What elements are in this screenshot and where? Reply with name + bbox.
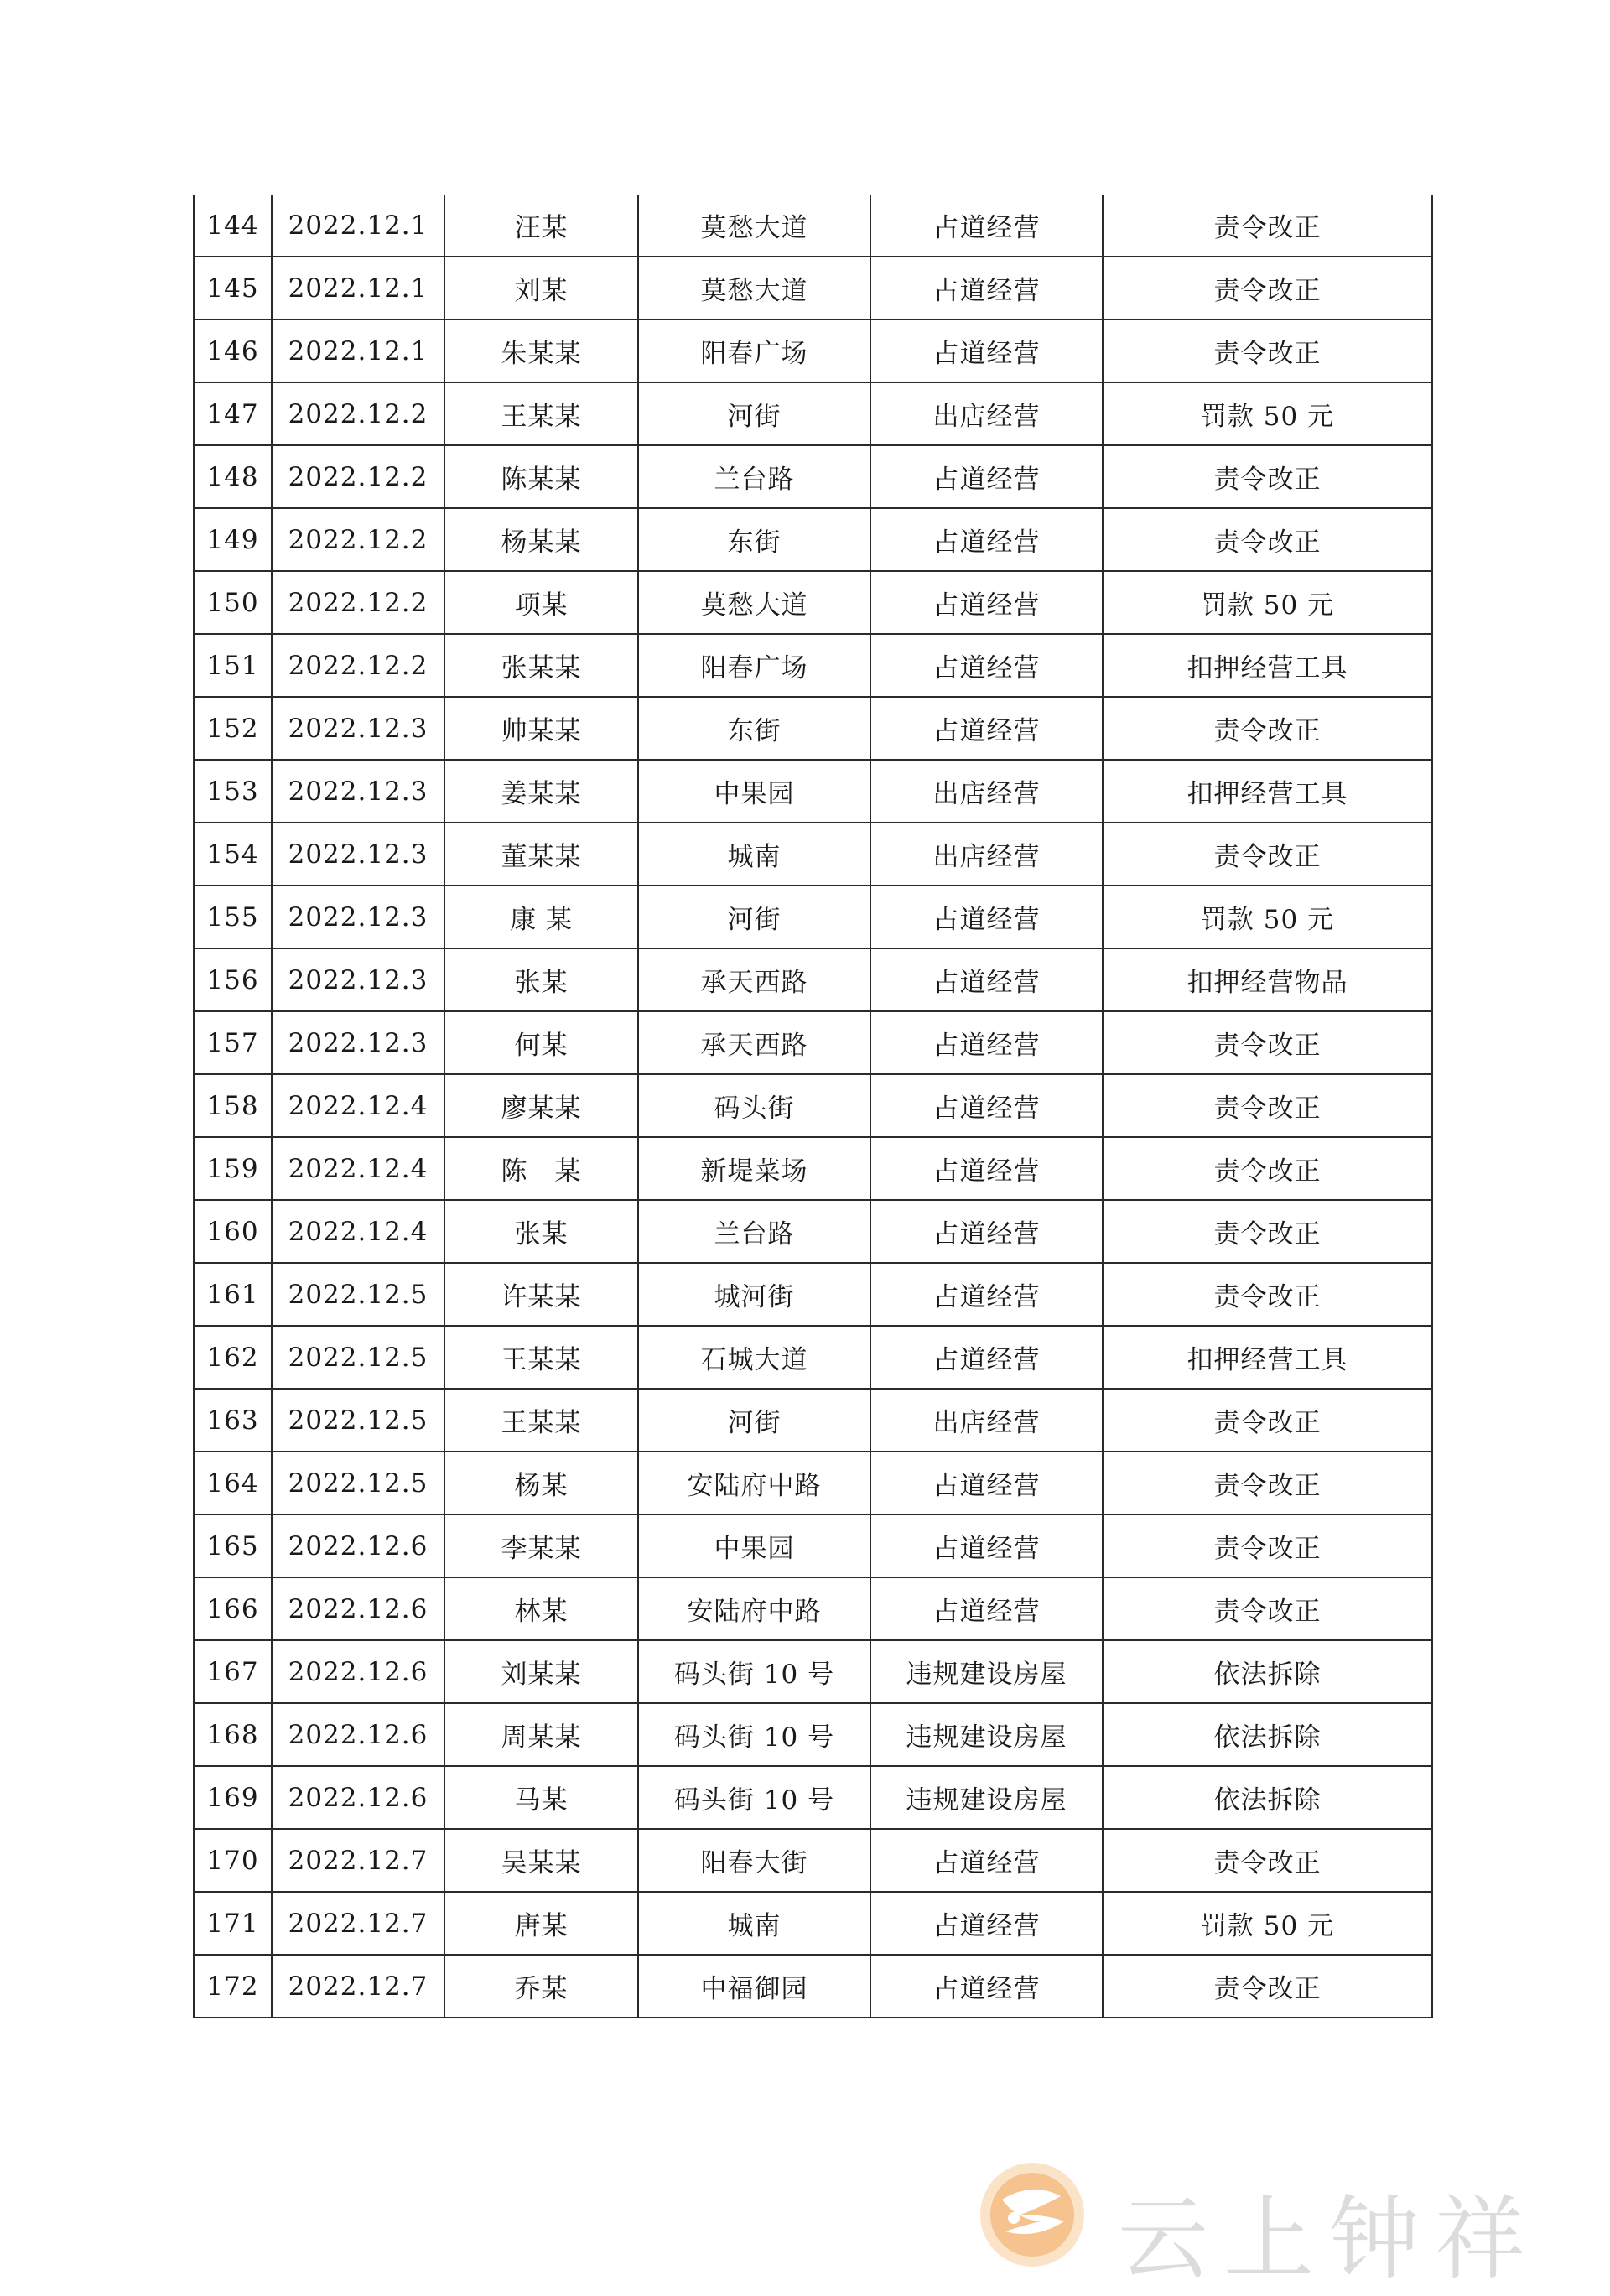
table-row (194, 1200, 1432, 1263)
penalty-cell: 责令改正 (1103, 1200, 1432, 1263)
seq-cell: 149 (194, 508, 272, 571)
watermark (977, 2159, 1610, 2292)
location-cell: 码头街 (638, 1074, 870, 1137)
seq-cell: 159 (194, 1137, 272, 1200)
violation-cell: 违规建设房屋 (870, 1766, 1103, 1829)
date-cell: 2022.12.5 (272, 1389, 444, 1452)
penalty-cell: 责令改正 (1103, 1829, 1432, 1892)
name-cell: 周某某 (444, 1703, 638, 1766)
seq-cell: 154 (194, 823, 272, 886)
violation-cell: 占道经营 (870, 319, 1103, 382)
name-cell: 董某某 (444, 823, 638, 886)
table-row (194, 1389, 1432, 1452)
violation-cell: 违规建设房屋 (870, 1640, 1103, 1703)
table-row (194, 1766, 1432, 1829)
violation-cell: 占道经营 (870, 508, 1103, 571)
violation-cell: 占道经营 (870, 1892, 1103, 1955)
seq-cell: 148 (194, 445, 272, 508)
penalty-cell: 责令改正 (1103, 1955, 1432, 2018)
date-cell: 2022.12.7 (272, 1829, 444, 1892)
seq-cell: 155 (194, 886, 272, 948)
seq-cell: 170 (194, 1829, 272, 1892)
violation-cell: 占道经营 (870, 1514, 1103, 1577)
violation-cell: 占道经营 (870, 195, 1103, 257)
location-cell: 东街 (638, 508, 870, 571)
seq-cell: 166 (194, 1577, 272, 1640)
name-cell: 李某某 (444, 1514, 638, 1577)
table-row (194, 1137, 1432, 1200)
name-cell: 王某某 (444, 1389, 638, 1452)
penalty-cell: 责令改正 (1103, 1011, 1432, 1074)
seq-cell: 163 (194, 1389, 272, 1452)
location-cell: 阳春广场 (638, 319, 870, 382)
violation-cell: 占道经营 (870, 697, 1103, 760)
penalty-cell: 罚款 50 元 (1103, 1892, 1432, 1955)
violation-cell: 占道经营 (870, 571, 1103, 634)
date-cell: 2022.12.6 (272, 1766, 444, 1829)
penalty-cell: 依法拆除 (1103, 1703, 1432, 1766)
penalty-cell: 责令改正 (1103, 319, 1432, 382)
table-row (194, 382, 1432, 445)
violation-cell: 占道经营 (870, 1829, 1103, 1892)
location-cell: 莫愁大道 (638, 257, 870, 319)
seq-cell: 168 (194, 1703, 272, 1766)
location-cell: 码头街 10 号 (638, 1703, 870, 1766)
penalty-cell: 扣押经营工具 (1103, 760, 1432, 823)
table-row (194, 1326, 1432, 1389)
violation-cell: 出店经营 (870, 382, 1103, 445)
table-row (194, 1640, 1432, 1703)
name-cell: 张某 (444, 948, 638, 1011)
name-cell: 唐某 (444, 1892, 638, 1955)
seq-cell: 164 (194, 1452, 272, 1514)
violation-cell: 出店经营 (870, 823, 1103, 886)
date-cell: 2022.12.5 (272, 1452, 444, 1514)
table-row (194, 1514, 1432, 1577)
date-cell: 2022.12.5 (272, 1326, 444, 1389)
location-cell: 石城大道 (638, 1326, 870, 1389)
table-row (194, 195, 1432, 257)
seq-cell: 162 (194, 1326, 272, 1389)
violation-cell: 占道经营 (870, 1326, 1103, 1389)
date-cell: 2022.12.2 (272, 508, 444, 571)
location-cell: 阳春大街 (638, 1829, 870, 1892)
location-cell: 河街 (638, 1389, 870, 1452)
date-cell: 2022.12.3 (272, 697, 444, 760)
location-cell: 莫愁大道 (638, 195, 870, 257)
penalty-cell: 罚款 50 元 (1103, 571, 1432, 634)
name-cell: 姜某某 (444, 760, 638, 823)
date-cell: 2022.12.2 (272, 445, 444, 508)
seq-cell: 165 (194, 1514, 272, 1577)
penalty-cell: 责令改正 (1103, 257, 1432, 319)
location-cell: 城南 (638, 1892, 870, 1955)
seq-cell: 147 (194, 382, 272, 445)
watermark-text: 云上钟祥 (1118, 2187, 1541, 2292)
date-cell: 2022.12.2 (272, 382, 444, 445)
location-cell: 东街 (638, 697, 870, 760)
yunshang-logo-icon (977, 2159, 1088, 2270)
violation-cell: 违规建设房屋 (870, 1703, 1103, 1766)
seq-cell: 169 (194, 1766, 272, 1829)
seq-cell: 150 (194, 571, 272, 634)
date-cell: 2022.12.3 (272, 823, 444, 886)
table-row (194, 1577, 1432, 1640)
penalty-cell: 责令改正 (1103, 1577, 1432, 1640)
date-cell: 2022.12.6 (272, 1514, 444, 1577)
penalty-cell: 扣押经营工具 (1103, 1326, 1432, 1389)
location-cell: 码头街 10 号 (638, 1640, 870, 1703)
penalty-cell: 责令改正 (1103, 823, 1432, 886)
violation-cell: 占道经营 (870, 1263, 1103, 1326)
name-cell: 吴某某 (444, 1829, 638, 1892)
name-cell: 刘某某 (444, 1640, 638, 1703)
name-cell: 朱某某 (444, 319, 638, 382)
date-cell: 2022.12.1 (272, 195, 444, 257)
table-row (194, 257, 1432, 319)
date-cell: 2022.12.4 (272, 1137, 444, 1200)
name-cell: 林某 (444, 1577, 638, 1640)
seq-cell: 151 (194, 634, 272, 697)
seq-cell: 167 (194, 1640, 272, 1703)
violation-cell: 占道经营 (870, 886, 1103, 948)
table-row (194, 1074, 1432, 1137)
table-row (194, 445, 1432, 508)
penalty-cell: 责令改正 (1103, 508, 1432, 571)
seq-cell: 158 (194, 1074, 272, 1137)
name-cell: 廖某某 (444, 1074, 638, 1137)
date-cell: 2022.12.3 (272, 760, 444, 823)
location-cell: 安陆府中路 (638, 1452, 870, 1514)
penalty-cell: 责令改正 (1103, 697, 1432, 760)
date-cell: 2022.12.3 (272, 948, 444, 1011)
seq-cell: 146 (194, 319, 272, 382)
seq-cell: 161 (194, 1263, 272, 1326)
date-cell: 2022.12.6 (272, 1640, 444, 1703)
name-cell: 张某某 (444, 634, 638, 697)
violation-cell: 占道经营 (870, 1955, 1103, 2018)
seq-cell: 145 (194, 257, 272, 319)
violation-cell: 占道经营 (870, 1577, 1103, 1640)
violation-cell: 占道经营 (870, 1137, 1103, 1200)
name-cell: 何某 (444, 1011, 638, 1074)
seq-cell: 160 (194, 1200, 272, 1263)
date-cell: 2022.12.1 (272, 257, 444, 319)
name-cell: 杨某某 (444, 508, 638, 571)
penalty-cell: 责令改正 (1103, 1514, 1432, 1577)
penalty-cell: 责令改正 (1103, 1452, 1432, 1514)
date-cell: 2022.12.3 (272, 1011, 444, 1074)
location-cell: 安陆府中路 (638, 1577, 870, 1640)
penalty-cell: 责令改正 (1103, 1137, 1432, 1200)
penalty-cell: 罚款 50 元 (1103, 886, 1432, 948)
name-cell: 帅某某 (444, 697, 638, 760)
seq-cell: 171 (194, 1892, 272, 1955)
date-cell: 2022.12.6 (272, 1703, 444, 1766)
violation-cell: 占道经营 (870, 445, 1103, 508)
violation-cell: 出店经营 (870, 760, 1103, 823)
penalty-cell: 责令改正 (1103, 1389, 1432, 1452)
location-cell: 兰台路 (638, 445, 870, 508)
table-row (194, 1955, 1432, 2018)
violation-cell: 出店经营 (870, 1389, 1103, 1452)
name-cell: 陈 某 (444, 1137, 638, 1200)
location-cell: 城河街 (638, 1263, 870, 1326)
table-row (194, 1703, 1432, 1766)
violation-cell: 占道经营 (870, 634, 1103, 697)
violation-cell: 占道经营 (870, 257, 1103, 319)
date-cell: 2022.12.7 (272, 1955, 444, 2018)
penalty-cell: 扣押经营工具 (1103, 634, 1432, 697)
location-cell: 承天西路 (638, 1011, 870, 1074)
location-cell: 新堤菜场 (638, 1137, 870, 1200)
date-cell: 2022.12.4 (272, 1200, 444, 1263)
penalty-cell: 责令改正 (1103, 445, 1432, 508)
table-row (194, 823, 1432, 886)
violation-cell: 占道经营 (870, 1200, 1103, 1263)
location-cell: 河街 (638, 886, 870, 948)
location-cell: 莫愁大道 (638, 571, 870, 634)
location-cell: 阳春广场 (638, 634, 870, 697)
penalty-cell: 责令改正 (1103, 195, 1432, 257)
date-cell: 2022.12.1 (272, 319, 444, 382)
table-row (194, 1452, 1432, 1514)
penalty-cell: 依法拆除 (1103, 1640, 1432, 1703)
table-row (194, 697, 1432, 760)
table-row (194, 1892, 1432, 1955)
table-row (194, 1829, 1432, 1892)
name-cell: 汪某 (444, 195, 638, 257)
location-cell: 城南 (638, 823, 870, 886)
records-table (193, 195, 1433, 2018)
name-cell: 陈某某 (444, 445, 638, 508)
penalty-cell: 依法拆除 (1103, 1766, 1432, 1829)
location-cell: 承天西路 (638, 948, 870, 1011)
seq-cell: 144 (194, 195, 272, 257)
date-cell: 2022.12.2 (272, 571, 444, 634)
name-cell: 马某 (444, 1766, 638, 1829)
penalty-cell: 责令改正 (1103, 1263, 1432, 1326)
penalty-cell: 罚款 50 元 (1103, 382, 1432, 445)
table-row (194, 1263, 1432, 1326)
violation-cell: 占道经营 (870, 1011, 1103, 1074)
location-cell: 中福御园 (638, 1955, 870, 2018)
location-cell: 兰台路 (638, 1200, 870, 1263)
location-cell: 中果园 (638, 1514, 870, 1577)
name-cell: 王某某 (444, 382, 638, 445)
table-row (194, 571, 1432, 634)
date-cell: 2022.12.4 (272, 1074, 444, 1137)
table-row (194, 948, 1432, 1011)
seq-cell: 156 (194, 948, 272, 1011)
table-row (194, 508, 1432, 571)
name-cell: 张某 (444, 1200, 638, 1263)
date-cell: 2022.12.2 (272, 634, 444, 697)
violation-cell: 占道经营 (870, 1074, 1103, 1137)
penalty-cell: 扣押经营物品 (1103, 948, 1432, 1011)
name-cell: 康 某 (444, 886, 638, 948)
name-cell: 许某某 (444, 1263, 638, 1326)
location-cell: 河街 (638, 382, 870, 445)
date-cell: 2022.12.6 (272, 1577, 444, 1640)
location-cell: 中果园 (638, 760, 870, 823)
records-table-body (194, 195, 1432, 2018)
date-cell: 2022.12.7 (272, 1892, 444, 1955)
table-row (194, 319, 1432, 382)
seq-cell: 157 (194, 1011, 272, 1074)
name-cell: 乔某 (444, 1955, 638, 2018)
name-cell: 项某 (444, 571, 638, 634)
table-row (194, 886, 1432, 948)
table-row (194, 634, 1432, 697)
seq-cell: 152 (194, 697, 272, 760)
penalty-cell: 责令改正 (1103, 1074, 1432, 1137)
violation-cell: 占道经营 (870, 948, 1103, 1011)
date-cell: 2022.12.5 (272, 1263, 444, 1326)
date-cell: 2022.12.3 (272, 886, 444, 948)
location-cell: 码头街 10 号 (638, 1766, 870, 1829)
name-cell: 王某某 (444, 1326, 638, 1389)
seq-cell: 153 (194, 760, 272, 823)
violation-cell: 占道经营 (870, 1452, 1103, 1514)
name-cell: 杨某 (444, 1452, 638, 1514)
table-row (194, 1011, 1432, 1074)
table-row (194, 760, 1432, 823)
seq-cell: 172 (194, 1955, 272, 2018)
name-cell: 刘某 (444, 257, 638, 319)
